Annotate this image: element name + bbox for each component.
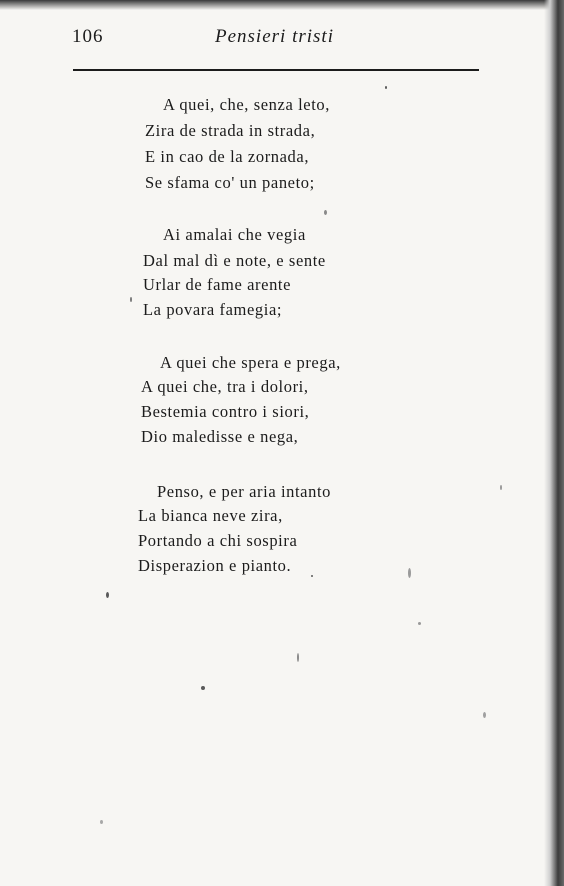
poem-line: Urlar de fame arente xyxy=(143,275,292,294)
page-number: 106 xyxy=(72,26,104,47)
poem-line: Portando a chi sospira xyxy=(138,531,298,550)
poem-line: Bestemia contro i siori, xyxy=(141,402,310,421)
running-title: Pensieri tristi xyxy=(215,26,334,47)
poem-line: La bianca neve zira, xyxy=(138,506,283,525)
poem-line: Disperazion e pianto. xyxy=(138,556,292,575)
scan-speck xyxy=(297,653,299,662)
scan-speck xyxy=(418,622,421,625)
poem-line: Zira de strada in strada, xyxy=(145,121,316,140)
poem-line: Dio maledisse e nega, xyxy=(141,427,299,446)
scan-speck xyxy=(324,210,327,215)
scan-speck xyxy=(130,297,132,302)
poem-line: A quei, che, senza leto, xyxy=(163,95,330,114)
page-edge-shadow xyxy=(544,0,564,886)
poem-line: A quei che, tra i dolori, xyxy=(141,377,309,396)
poem-line: Ai amalai che vegia xyxy=(163,225,306,244)
scan-speck xyxy=(106,592,109,598)
poem-line: La povara famegia; xyxy=(143,300,283,319)
scan-speck xyxy=(483,712,486,718)
page-header xyxy=(72,26,480,58)
poem-line: Dal mal dì e note, e sente xyxy=(143,251,326,270)
poem-line: Se sfama co' un paneto; xyxy=(145,173,315,192)
poem-line: E in cao de la zornada, xyxy=(145,147,310,166)
scan-speck xyxy=(201,686,205,690)
poem-line: Penso, e per aria intanto xyxy=(157,482,331,501)
header-rule xyxy=(73,69,479,71)
poem-line: A quei che spera e prega, xyxy=(160,353,341,372)
scan-top-shadow xyxy=(0,0,564,10)
scan-speck xyxy=(500,485,502,490)
scan-speck xyxy=(100,820,103,824)
scan-speck xyxy=(385,86,387,89)
scan-speck xyxy=(311,575,313,577)
scan-speck xyxy=(408,568,411,578)
